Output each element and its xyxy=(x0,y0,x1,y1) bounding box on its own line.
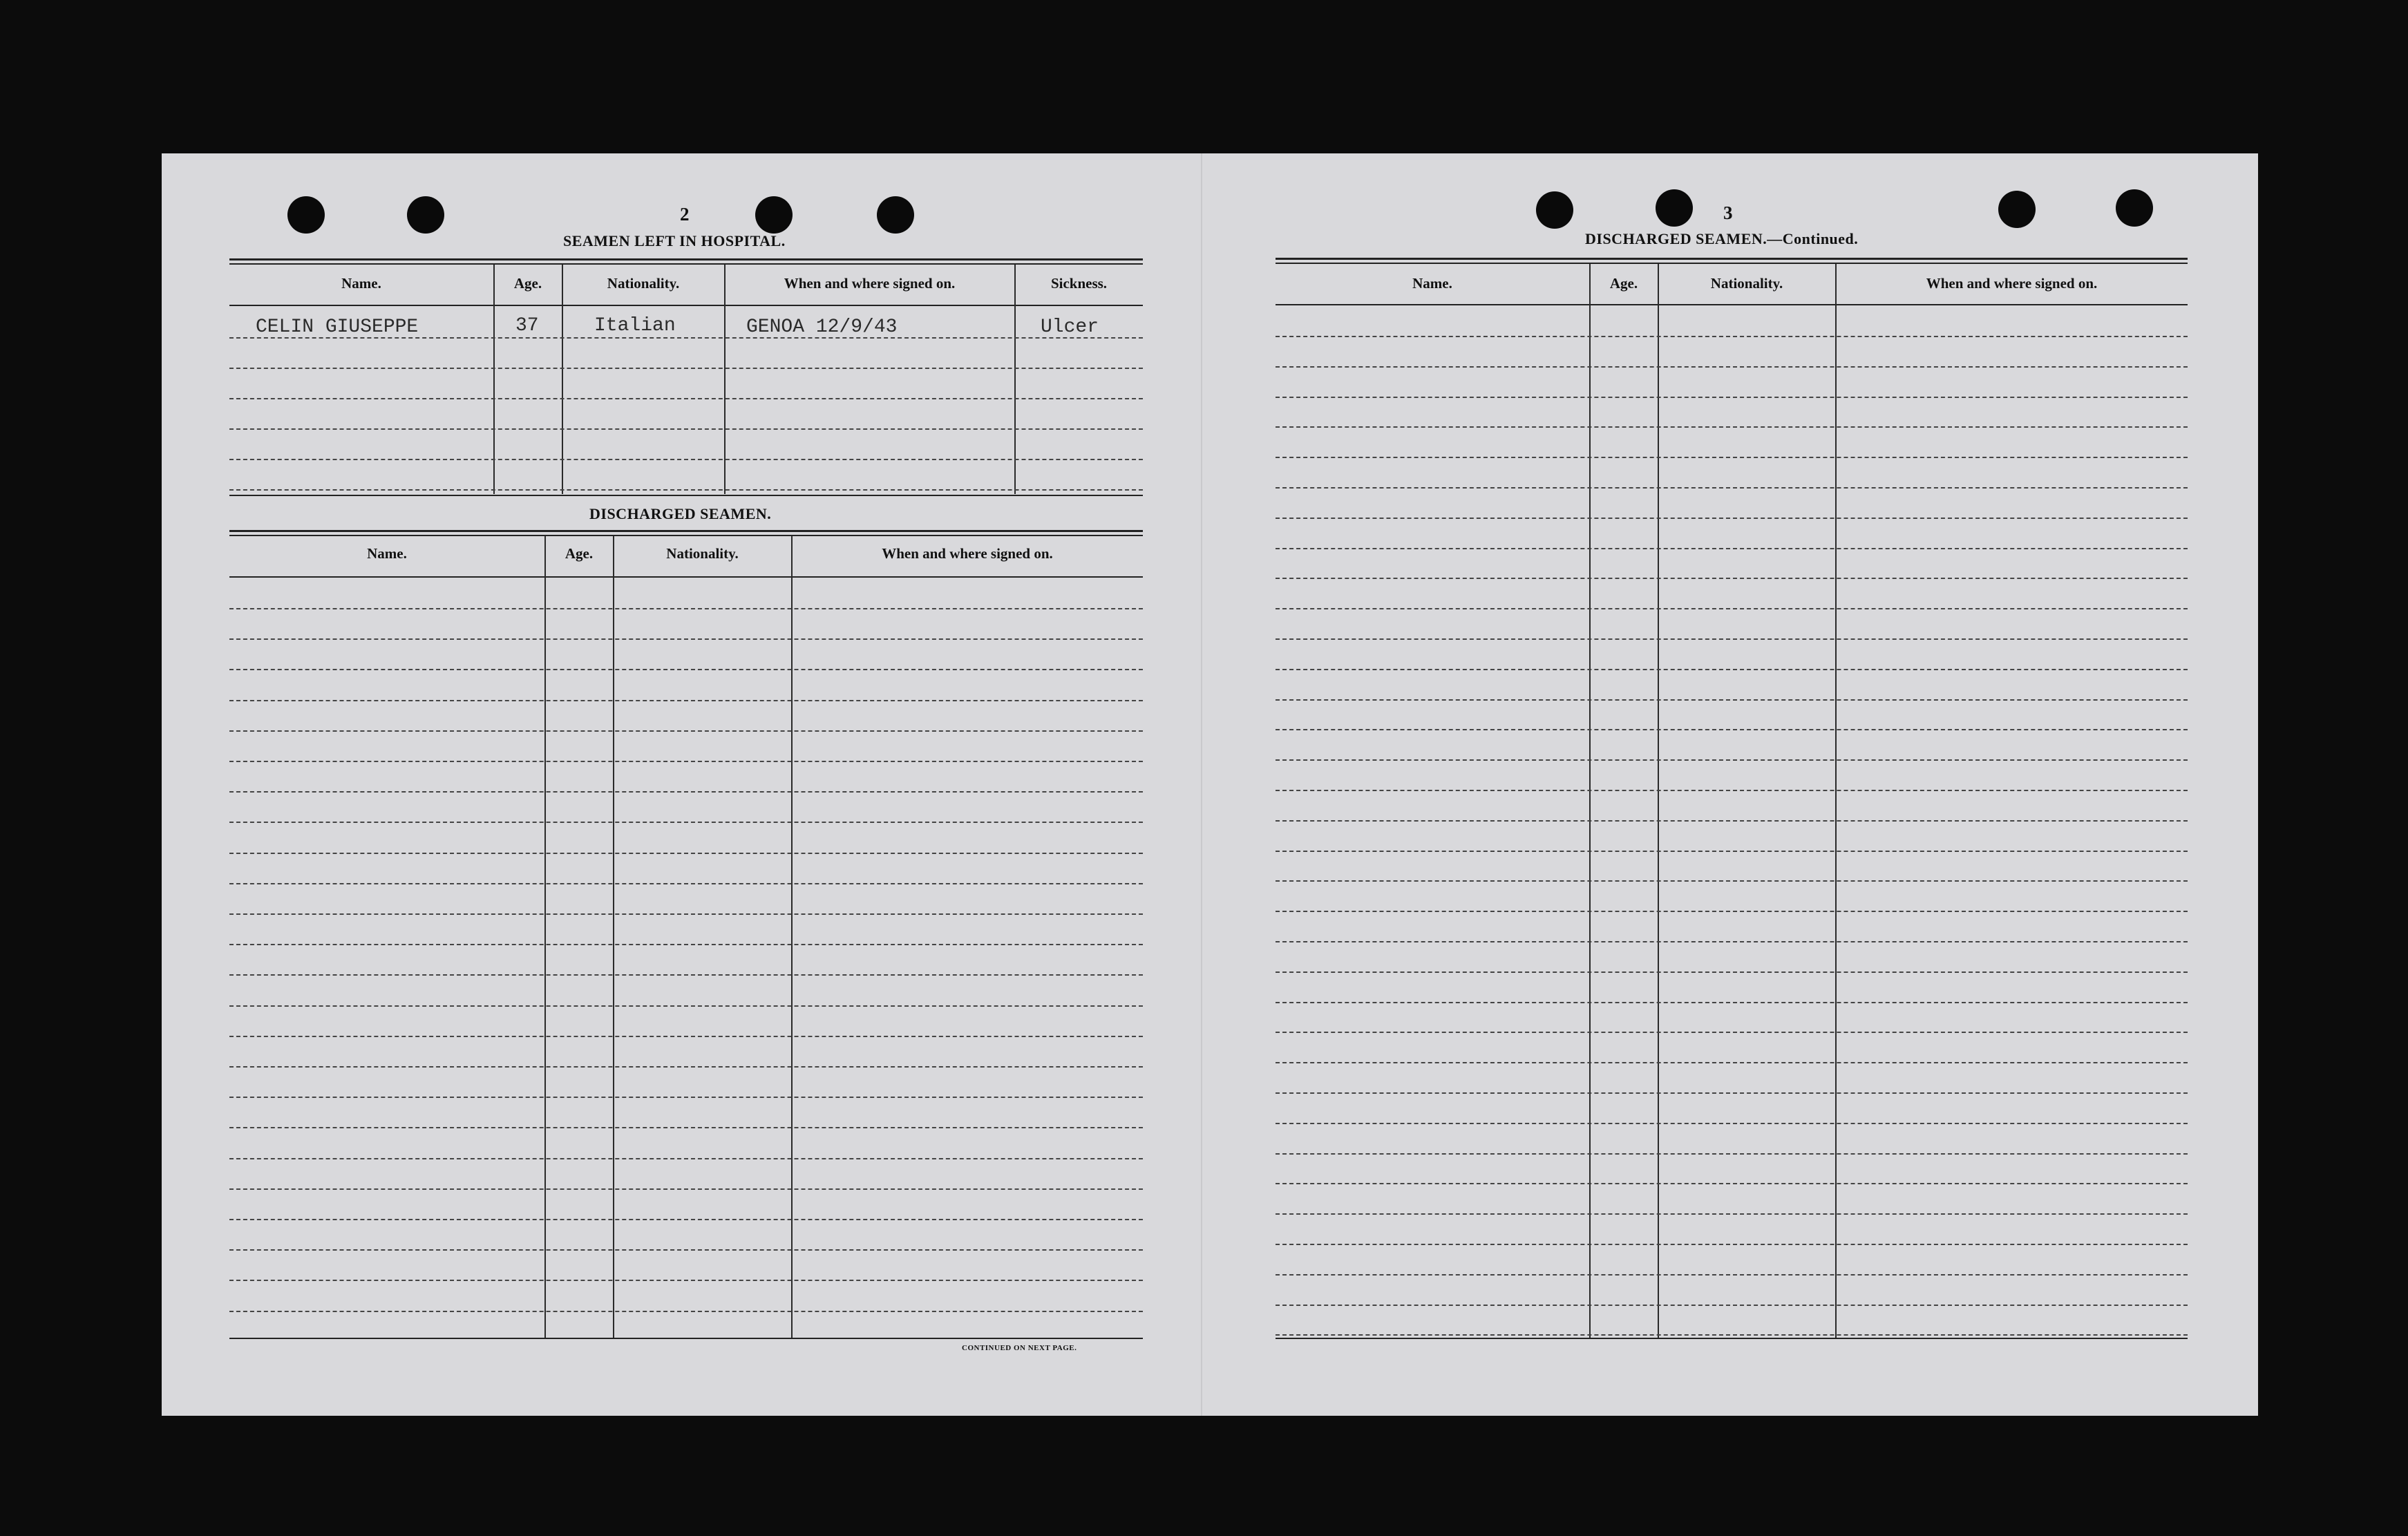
page-number-right: 3 xyxy=(1723,202,1733,223)
continued-note: CONTINUED ON NEXT PAGE. xyxy=(962,1344,1077,1352)
column-header-signed-on: When and where signed on. xyxy=(1926,275,2098,292)
punch-hole xyxy=(1656,189,1693,227)
punch-hole xyxy=(2116,189,2153,227)
column-header-sickness: Sickness. xyxy=(1050,275,1108,292)
ruled-line xyxy=(229,489,1143,491)
ruled-line xyxy=(1276,426,2188,428)
column-header-age: Age. xyxy=(513,275,542,292)
column-divider xyxy=(791,536,793,1338)
ruled-line xyxy=(1276,487,2188,489)
ruled-line xyxy=(229,428,1143,430)
ruled-line xyxy=(1276,1334,2188,1336)
entry-age: 37 xyxy=(515,315,539,336)
ruled-line xyxy=(229,974,1143,976)
ruled-line xyxy=(229,913,1143,915)
ruled-line xyxy=(1276,457,2188,458)
ruled-line xyxy=(229,730,1143,732)
column-header-signed-on: When and where signed on. xyxy=(882,545,1053,562)
ruled-line xyxy=(1276,820,2188,822)
ruled-line xyxy=(229,608,1143,609)
punch-hole xyxy=(1536,191,1573,229)
ruled-line xyxy=(229,1280,1143,1281)
table-rule xyxy=(229,1338,1143,1339)
ruled-line xyxy=(1276,1032,2188,1033)
table-rule xyxy=(1276,1338,2188,1339)
ruled-line xyxy=(1276,851,2188,852)
punch-hole xyxy=(287,196,325,234)
ruled-line xyxy=(229,1249,1143,1251)
ruled-line xyxy=(1276,729,2188,730)
document-sheet xyxy=(162,153,2258,1416)
ruled-line xyxy=(229,761,1143,762)
column-header-nationality: Nationality. xyxy=(1710,275,1783,292)
ruled-line xyxy=(1276,790,2188,791)
table-rule xyxy=(229,530,1143,532)
ruled-line xyxy=(229,853,1143,854)
ruled-line xyxy=(1276,669,2188,670)
ruled-line xyxy=(229,1066,1143,1068)
column-header-name: Name. xyxy=(341,275,381,292)
column-divider xyxy=(1658,264,1659,1338)
entry-signed-on: GENOA 12/9/43 xyxy=(746,316,898,338)
ruled-line xyxy=(229,791,1143,793)
ruled-line xyxy=(229,1311,1143,1312)
column-divider xyxy=(1589,264,1591,1338)
table-rule xyxy=(229,535,1143,536)
punch-hole xyxy=(877,196,914,234)
ruled-line xyxy=(1276,366,2188,368)
column-header-nationality: Nationality. xyxy=(607,275,680,292)
ruled-line xyxy=(1276,1213,2188,1215)
ruled-line xyxy=(1276,1002,2188,1003)
ruled-line xyxy=(1276,1274,2188,1276)
column-divider xyxy=(1835,264,1837,1338)
right-section-title: DISCHARGED SEAMEN.—Continued. xyxy=(1585,230,1859,247)
ruled-line xyxy=(229,1005,1143,1007)
table-rule xyxy=(1276,258,2188,260)
table-rule xyxy=(1276,263,2188,264)
ruled-line xyxy=(229,669,1143,670)
entry-nationality: Italian xyxy=(594,315,676,336)
entry-name: CELIN GIUSEPPE xyxy=(256,316,419,338)
punch-hole xyxy=(755,196,793,234)
column-header-age: Age. xyxy=(565,545,594,562)
ruled-line xyxy=(229,1158,1143,1159)
ruled-line xyxy=(1276,759,2188,761)
ruled-line xyxy=(1276,397,2188,398)
table-rule xyxy=(229,576,1143,578)
ruled-line xyxy=(1276,1183,2188,1184)
ruled-line xyxy=(1276,638,2188,640)
hospital-section-title: SEAMEN LEFT IN HOSPITAL. xyxy=(563,232,786,249)
table-rule xyxy=(229,263,1143,265)
page-fold xyxy=(1201,153,1202,1416)
ruled-line xyxy=(229,398,1143,399)
discharged-section-title: DISCHARGED SEAMEN. xyxy=(589,505,772,522)
column-header-signed-on: When and where signed on. xyxy=(784,275,956,292)
table-rule xyxy=(1276,304,2188,305)
ruled-line xyxy=(229,1127,1143,1128)
ruled-line xyxy=(1276,548,2188,549)
ruled-line xyxy=(1276,1092,2188,1094)
table-rule xyxy=(229,495,1143,496)
ruled-line xyxy=(1276,1062,2188,1063)
column-divider xyxy=(613,536,614,1338)
ruled-line xyxy=(1276,971,2188,973)
ruled-line xyxy=(229,700,1143,701)
ruled-line xyxy=(1276,911,2188,912)
ruled-line xyxy=(229,944,1143,945)
ruled-line xyxy=(1276,699,2188,701)
ruled-line xyxy=(1276,518,2188,519)
ruled-line xyxy=(229,822,1143,823)
ruled-line xyxy=(1276,1123,2188,1124)
ruled-line xyxy=(229,883,1143,884)
ruled-line xyxy=(1276,608,2188,609)
table-rule xyxy=(229,305,1143,306)
table-rule xyxy=(229,258,1143,260)
ruled-line xyxy=(229,459,1143,460)
page-number-left: 2 xyxy=(680,204,690,225)
ruled-line xyxy=(1276,1244,2188,1245)
ruled-line xyxy=(229,638,1143,640)
column-header-name: Name. xyxy=(367,545,407,562)
entry-sickness: Ulcer xyxy=(1041,316,1099,338)
ruled-line xyxy=(1276,1153,2188,1155)
ruled-line xyxy=(1276,578,2188,579)
punch-hole xyxy=(1998,191,2036,228)
punch-hole xyxy=(407,196,444,234)
ruled-line xyxy=(229,1097,1143,1098)
ruled-line xyxy=(1276,336,2188,337)
ruled-line xyxy=(1276,941,2188,942)
column-header-age: Age. xyxy=(1609,275,1638,292)
column-header-nationality: Nationality. xyxy=(666,545,739,562)
ruled-line xyxy=(229,1188,1143,1190)
column-divider xyxy=(544,536,546,1338)
ruled-line xyxy=(1276,880,2188,882)
column-header-name: Name. xyxy=(1412,275,1452,292)
ruled-line xyxy=(229,1219,1143,1220)
ruled-line xyxy=(1276,1305,2188,1306)
ruled-line xyxy=(229,368,1143,369)
ruled-line xyxy=(229,1036,1143,1037)
